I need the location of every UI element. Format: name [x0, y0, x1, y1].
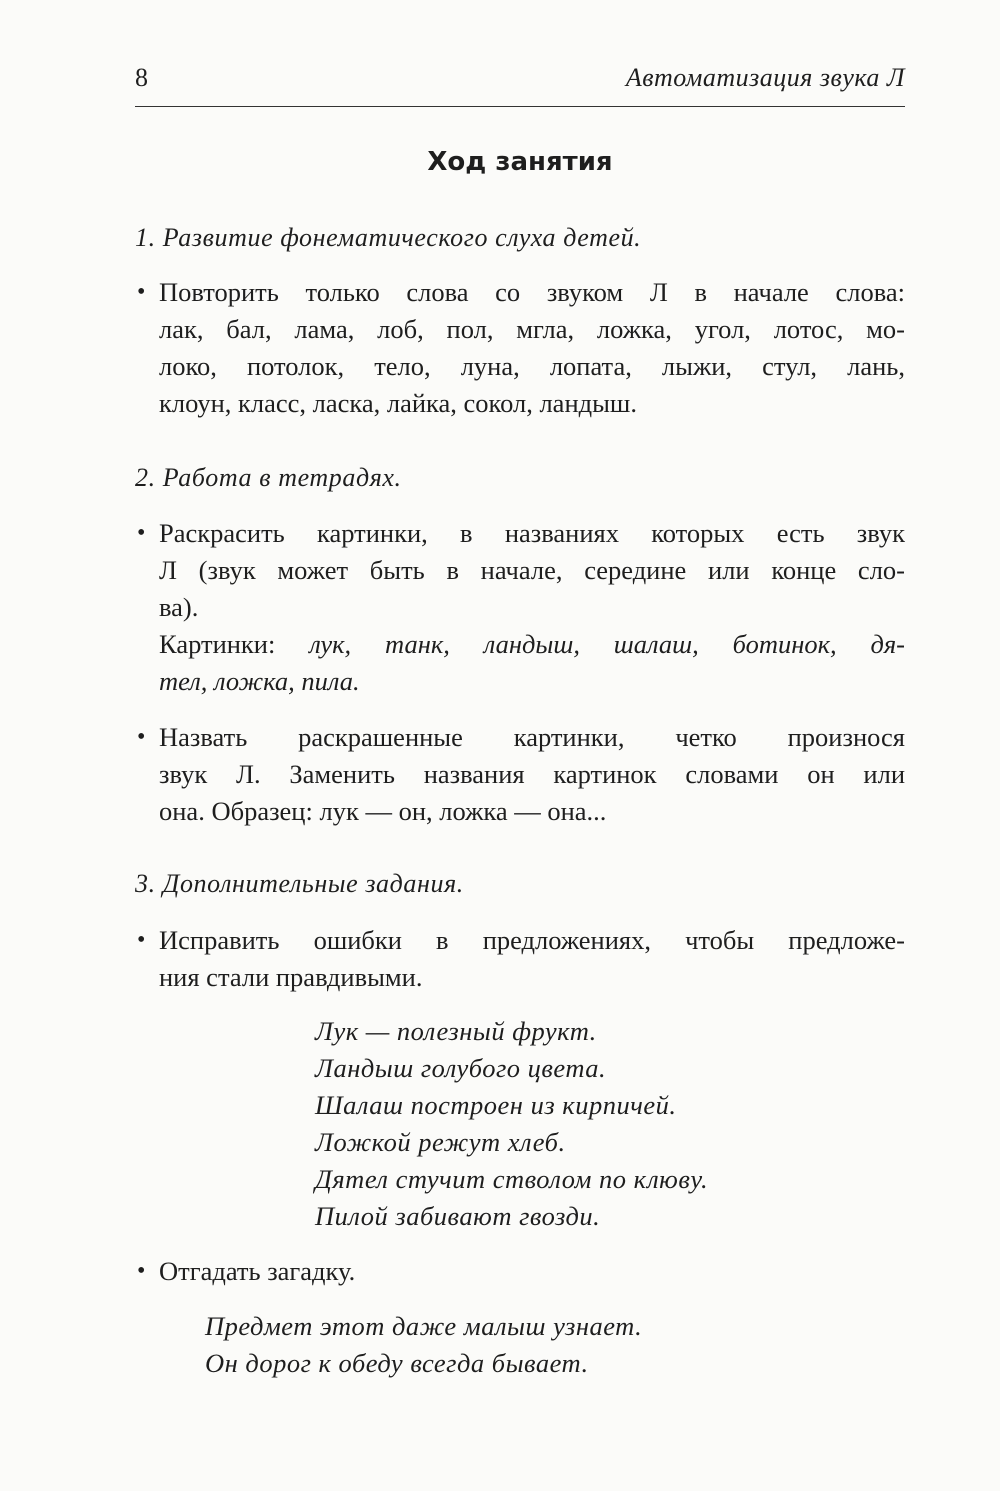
riddle	[205, 1308, 642, 1382]
page-number: 8	[135, 63, 148, 92]
bullet-item	[135, 274, 905, 422]
sentence: Шалаш построен из кирпичей.	[315, 1090, 677, 1120]
text-line: она. Образец: лук — он, ложка — она...	[159, 796, 607, 826]
section-3-bullet-1	[135, 922, 905, 996]
sentences-list	[315, 1013, 708, 1235]
bullet-text	[159, 922, 905, 996]
bullet-text	[159, 274, 905, 422]
section-2-heading: 2. Работа в тетрадях.	[135, 463, 402, 492]
text-line: Отгадать загадку.	[159, 1256, 356, 1286]
bullet-item	[135, 1253, 905, 1290]
section-2-heading-block	[135, 460, 905, 496]
bullet-marker: •	[137, 520, 146, 546]
bullet-marker: •	[137, 1258, 146, 1284]
section-2-bullet-1	[135, 515, 905, 700]
bullet-marker: •	[137, 724, 146, 750]
text-line: ния стали правдивыми.	[159, 962, 423, 992]
riddle-line: Он дорог к обеду всегда бывает.	[205, 1348, 589, 1378]
section-1-heading: 1. Развитие фонематического слуха детей.	[135, 223, 642, 252]
section-title: Ход занятия	[427, 147, 613, 177]
page-header	[135, 60, 905, 100]
pictures-list: лук, танк, ландыш, шалаш, ботинок, дя-	[309, 629, 906, 659]
sentence: Дятел стучит стволом по клюву.	[315, 1164, 709, 1194]
text-line: Исправить ошибки в предложениях, чтобы предложе-	[159, 925, 905, 955]
text-line: клоун, класс, ласка, лайка, сокол, ландыш.	[159, 388, 637, 418]
text-line: звук Л. Заменить названия картинок словами он или	[159, 759, 905, 789]
running-title: Автоматизация звука Л	[625, 63, 905, 92]
bullet-text	[159, 515, 905, 700]
sentence: Ложкой режут хлеб.	[315, 1127, 566, 1157]
bullet-item	[135, 922, 905, 996]
bullet-marker: •	[137, 279, 146, 305]
text-line: ва).	[159, 592, 199, 622]
text-line: Раскрасить картинки, в названиях которых есть звук	[159, 518, 905, 548]
section-1-heading-block	[135, 220, 905, 256]
section-3-heading-block	[135, 866, 905, 902]
bullet-item	[135, 719, 905, 830]
text-line: Л (звук может быть в начале, середине или конце сло-	[159, 555, 905, 585]
sentence: Лук — полезный фрукт.	[315, 1016, 597, 1046]
section-2-bullet-2	[135, 719, 905, 830]
text-line: Назвать раскрашенные картинки, четко произнося	[159, 722, 905, 752]
header-rule	[135, 106, 905, 107]
section-3-bullet-2	[135, 1253, 905, 1290]
pictures-label: Картинки:	[159, 629, 276, 659]
bullet-marker: •	[137, 927, 146, 953]
section-1-bullet-1	[135, 274, 905, 422]
pictures-list-continued: тел, ложка, пила.	[159, 666, 360, 696]
section-3-heading: 3. Дополнительные задания.	[135, 869, 464, 898]
text-line: Повторить только слова со звуком Л в начале слова:	[159, 277, 905, 307]
riddle-line: Предмет этот даже малыш узнает.	[205, 1311, 643, 1341]
text-line: локо, потолок, тело, луна, лопата, лыжи, стул, лань,	[159, 351, 905, 381]
pictures-line	[159, 626, 905, 663]
sentence: Пилой забивают гвозди.	[315, 1201, 601, 1231]
sentence: Ландыш голубого цвета.	[315, 1053, 607, 1083]
bullet-text	[159, 719, 905, 830]
text-line: лак, бал, лама, лоб, пол, мгла, ложка, угол, лотос, мо-	[159, 314, 905, 344]
bullet-item	[135, 515, 905, 700]
bullet-text	[159, 1253, 905, 1290]
